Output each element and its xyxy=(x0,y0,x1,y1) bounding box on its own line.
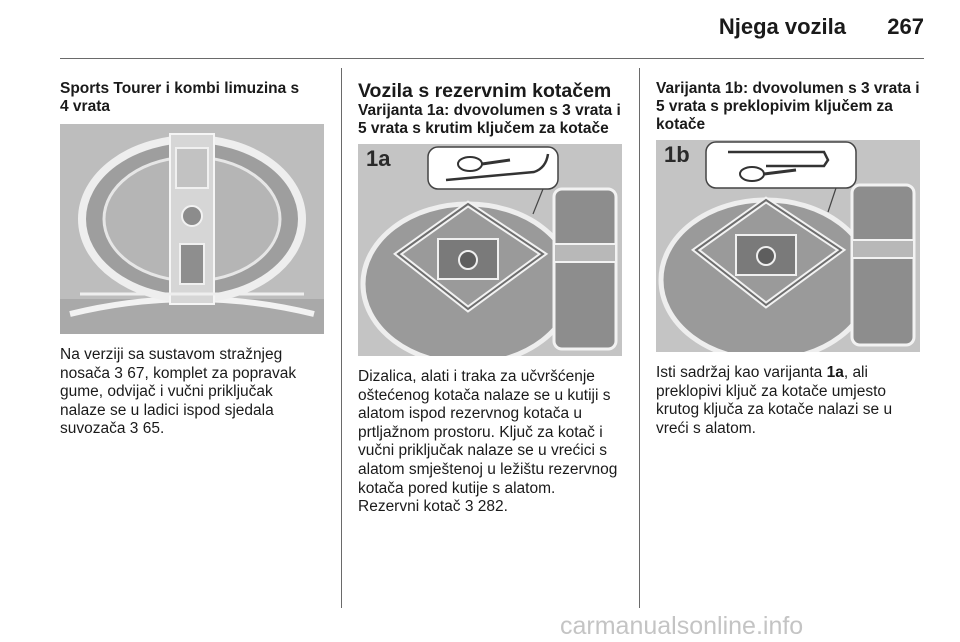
col1-heading-line-1: Sports Tourer i kombi limuzina s xyxy=(60,80,300,97)
col2-body xyxy=(358,368,638,517)
col3-subheading xyxy=(656,80,931,134)
column-divider-1 xyxy=(341,68,342,608)
col3-body-line-2: preklopivi ključ za kotače umjesto xyxy=(656,382,887,400)
col1-body-text xyxy=(60,346,330,439)
col2-subheading-line-2: 5 vrata s krutim ključem za kotače xyxy=(358,120,609,137)
col3-subheading-line-3: kotače xyxy=(656,116,706,133)
col2-subheading-line-1: Varijanta 1a: dvovolumen s 3 vrata i xyxy=(358,102,621,119)
col2-body-text xyxy=(358,368,638,517)
col2-body-line-4: prtljažnom prostoru. Ključ za kotač i xyxy=(358,423,603,441)
col2-body-line-1: Dizalica, alati i traka za učvršćenje xyxy=(358,368,595,385)
col1-body xyxy=(60,346,330,439)
variant-1b-illustration xyxy=(656,140,920,352)
section-title: Vozila s rezervnim kotačem xyxy=(358,80,612,102)
column-3 xyxy=(656,80,931,134)
column-divider-2 xyxy=(639,68,640,608)
figure-1a-label: 1a xyxy=(366,146,391,171)
watermark: carmanualsonline.info xyxy=(560,612,804,640)
header-divider xyxy=(60,58,924,59)
col3-body-line-3: krutog ključa za kotače nalazi se u xyxy=(656,401,893,419)
figure-variant-1a xyxy=(358,144,622,356)
figure-variant-1b xyxy=(656,140,920,352)
col3-subheading-line-1: Varijanta 1b: dvovolumen s 3 vrata i xyxy=(656,80,920,97)
column-1 xyxy=(60,80,330,116)
col3-body-text xyxy=(656,364,931,438)
col2-body-line-8: Rezervni kotač 3 282. xyxy=(358,498,508,516)
col2-body-line-7: kotača pored kutije s alatom. xyxy=(358,479,556,497)
col3-body-line-1-post: , ali xyxy=(843,364,868,381)
col3-subheading-line-2: 5 vrata s preklopivim ključem za xyxy=(656,98,893,115)
col1-heading xyxy=(60,80,330,116)
col2-body-line-6: alatom smještenoj u ležištu rezervnog xyxy=(358,460,618,478)
col3-body-line-1-bold: 1a xyxy=(826,364,844,381)
col3-body xyxy=(656,364,931,438)
col2-body-line-5: vučni priključak nalaze se u vrećici s xyxy=(358,442,607,460)
col1-body-line-3: gume, odvijač i vučni priključak xyxy=(60,383,273,401)
col2-subheading xyxy=(358,102,633,138)
figure-1b-label: 1b xyxy=(664,142,690,167)
col2-body-line-3: alatom ispod rezervnog kotača u xyxy=(358,405,583,423)
trunk-drawer-illustration xyxy=(60,124,324,334)
figure-trunk-drawer xyxy=(60,124,324,334)
column-2 xyxy=(358,80,633,138)
col1-body-line-4: nalaze se u ladici ispod sjedala xyxy=(60,401,274,419)
col3-body-line-4: vreći s alatom. xyxy=(656,419,756,437)
col1-heading-line-2: 4 vrata xyxy=(60,98,110,115)
col3-body-line-1-pre: Isti sadržaj kao varijanta xyxy=(656,364,827,381)
col1-body-line-5: suvozača 3 65. xyxy=(60,420,165,438)
variant-1a-illustration xyxy=(358,144,622,356)
col1-body-line-2: nosača 3 67, komplet za popravak xyxy=(60,364,297,382)
page-header-title: Njega vozila xyxy=(718,14,846,39)
col1-body-line-1: Na verziji sa sustavom stražnjeg xyxy=(60,346,283,363)
page-number: 267 xyxy=(887,14,924,39)
col2-body-line-2: oštećenog kotača nalaze se u kutiji s xyxy=(358,386,611,404)
